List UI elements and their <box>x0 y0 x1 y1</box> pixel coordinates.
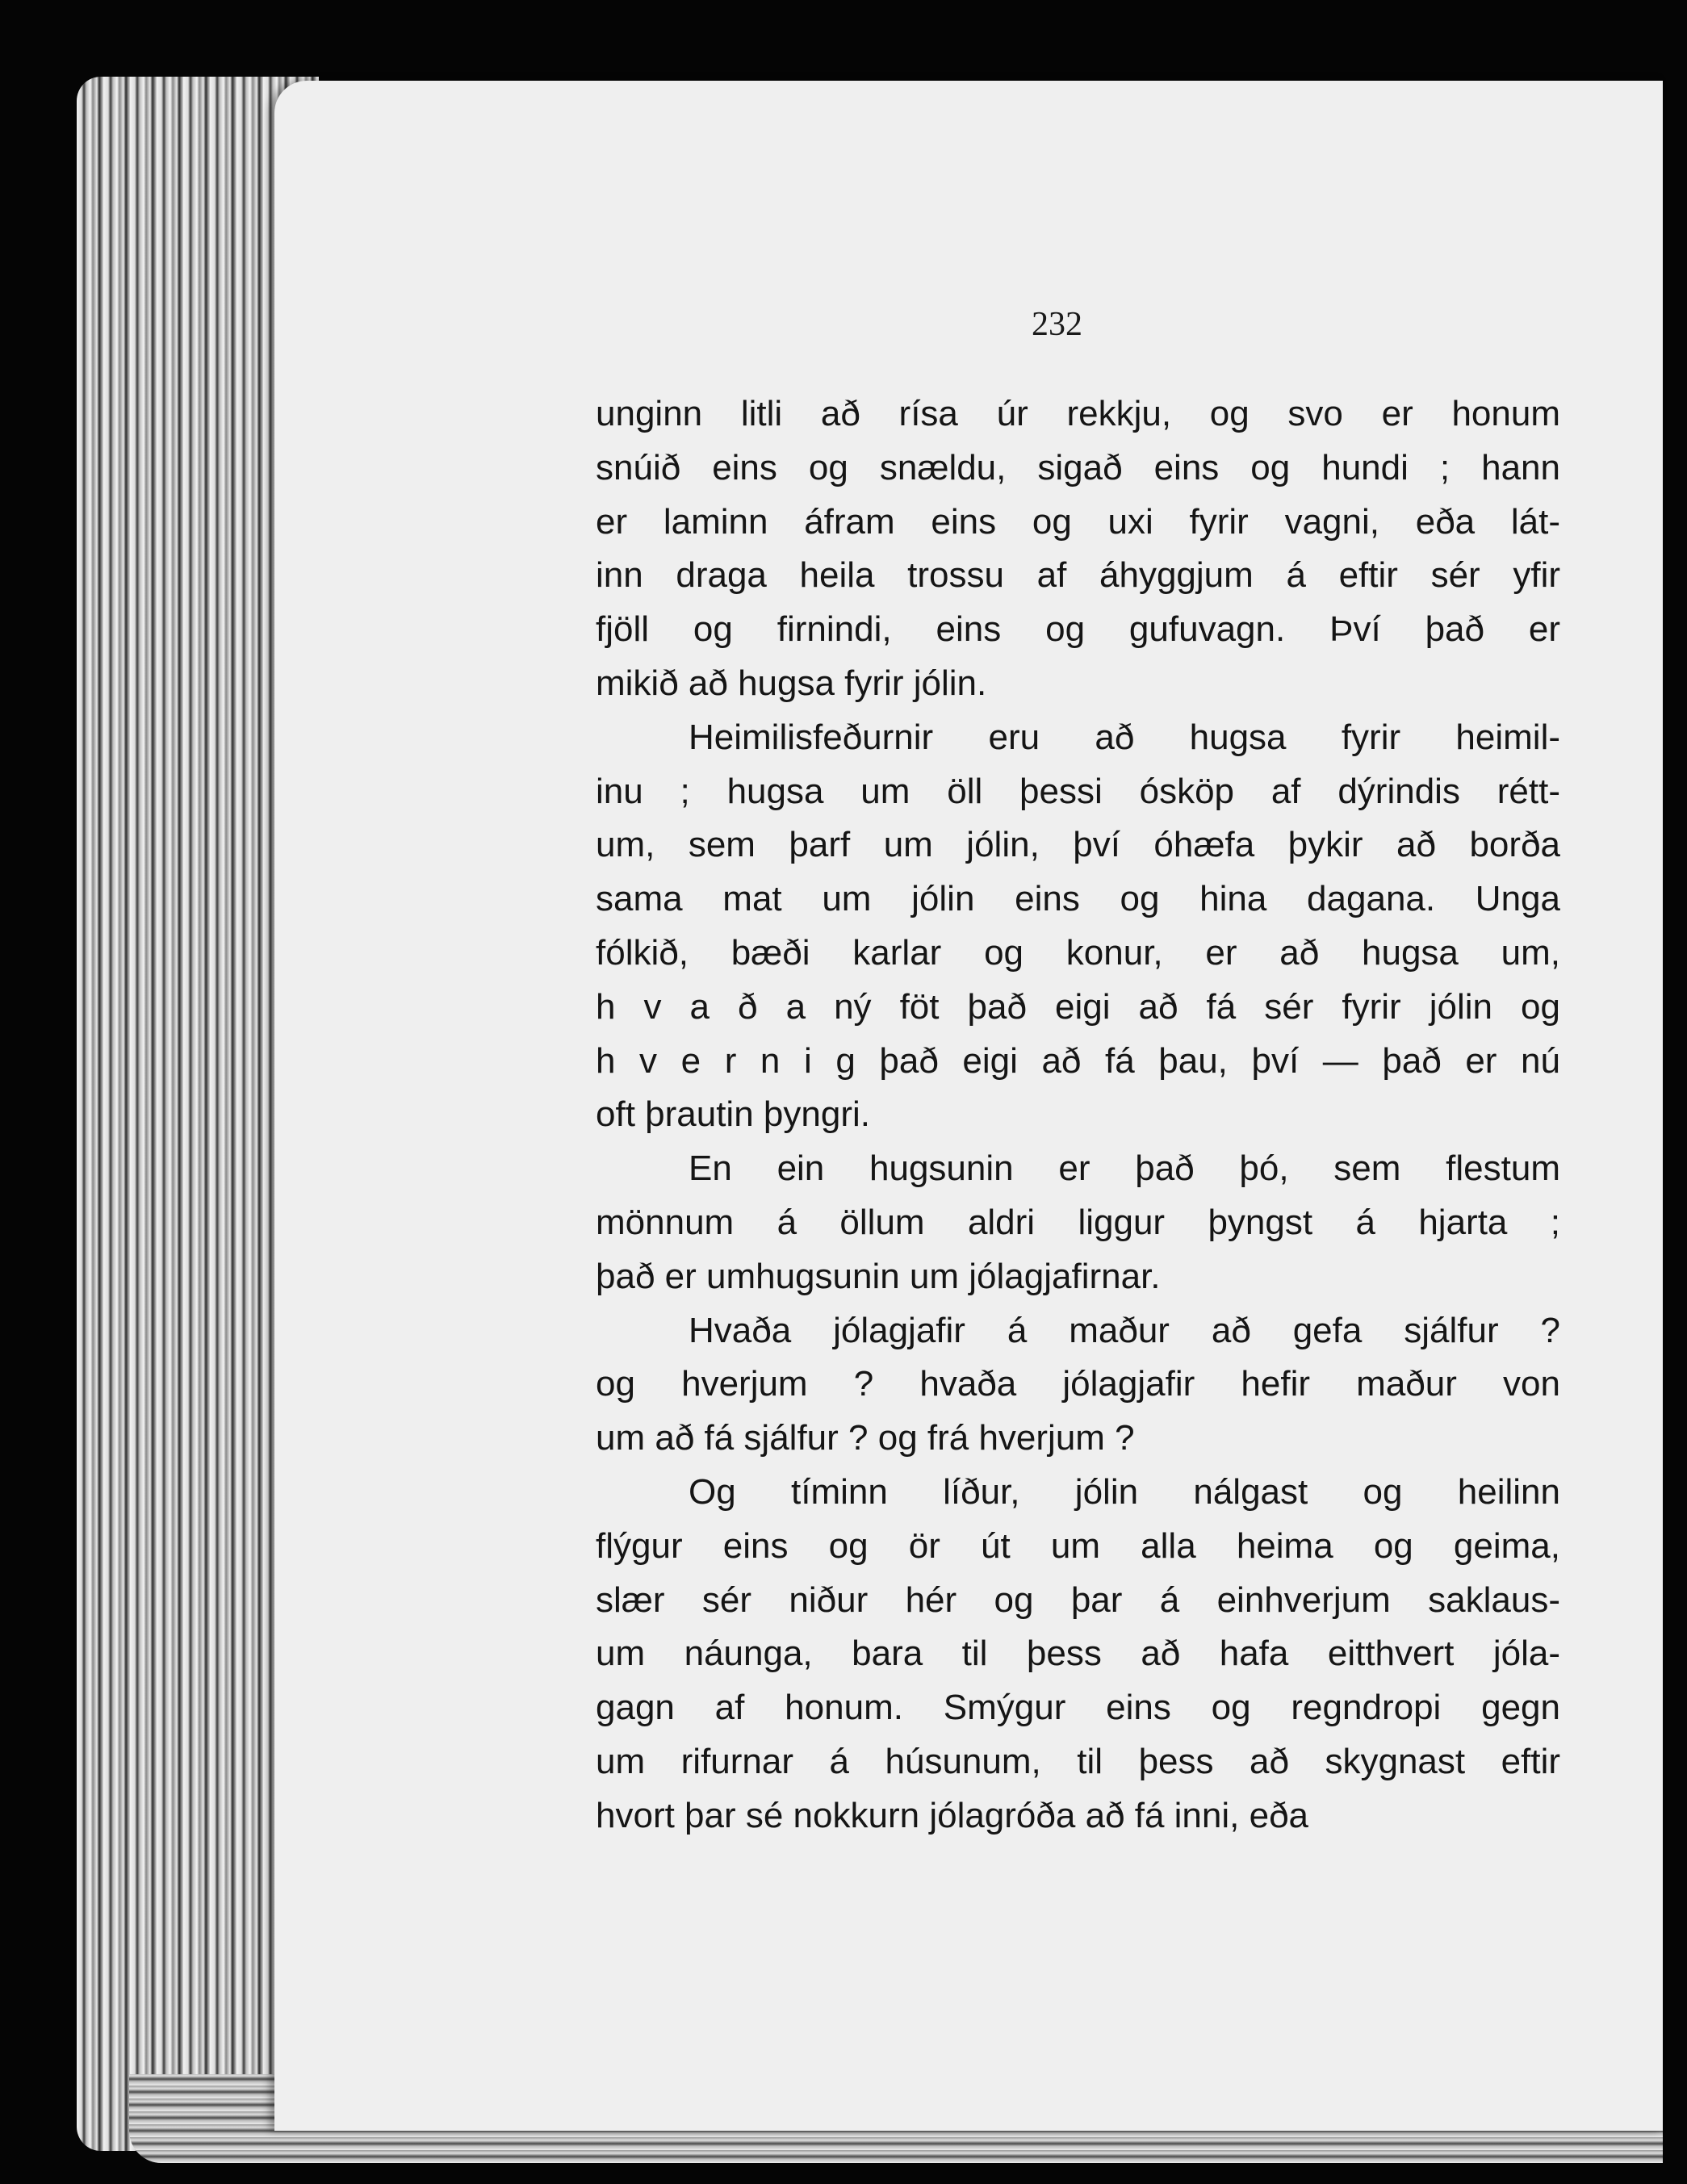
text-line: Hvaða jólagjafir á maður að gefa sjálfur ? <box>689 1310 1560 1350</box>
text-line: um rifurnar á húsunum, til þess að skygnast eftir <box>596 1741 1560 1781</box>
text-line: h v e r n i g það eigi að fá þau, því — það er nú <box>596 1040 1560 1081</box>
paragraph <box>596 1142 1560 1303</box>
text-line: inu ; hugsa um öll þessi ósköp af dýrindis rétt- <box>596 771 1560 811</box>
text-line: oft þrautin þyngri. <box>596 1094 870 1135</box>
text-line: það er umhugsunin um jólagjafirnar. <box>596 1256 1161 1296</box>
text-line: hvort þar sé nokkurn jólagróða að fá inni, eða <box>596 1795 1309 1835</box>
text-line: snúið eins og snældu, sigað eins og hundi ; hann <box>596 447 1560 487</box>
text-line: mönnum á öllum aldri liggur þyngst á hjarta ; <box>596 1202 1560 1242</box>
text-line: inn draga heila trossu af áhyggjum á eftir sér yfir <box>596 555 1560 596</box>
text-line: En ein hugsunin er það þó, sem flestum <box>689 1148 1560 1189</box>
text-line: og hverjum ? hvaða jólagjafir hefir maður von <box>596 1364 1560 1404</box>
text-line: mikið að hugsa fyrir jólin. <box>596 663 987 703</box>
text-line: er laminn áfram eins og uxi fyrir vagni, eða lát- <box>596 501 1560 542</box>
page-number: 232 <box>1032 306 1082 343</box>
text-line: slær sér niður hér og þar á einhverjum saklaus- <box>596 1579 1560 1620</box>
text-line: um að fá sjálfur ? og frá hverjum ? <box>596 1418 1135 1458</box>
text-line: um, sem þarf um jólin, því óhæfa þykir að borða <box>596 825 1560 865</box>
text-line: fólkið, bæði karlar og konur, er að hugsa um, <box>596 932 1560 973</box>
text-line: um náunga, bara til þess að hafa eitthvert jóla- <box>596 1634 1560 1674</box>
text-line: flýgur eins og ör út um alla heima og geima, <box>596 1525 1560 1566</box>
paragraph <box>596 711 1560 1142</box>
text-line: Og tíminn líður, jólin nálgast og heilinn <box>689 1471 1560 1512</box>
paragraph <box>596 1466 1560 1843</box>
body-text <box>596 387 1560 1843</box>
text-line: gagn af honum. Smýgur eins og regndropi gegn <box>596 1688 1560 1728</box>
text-line: unginn litli að rísa úr rekkju, og svo er honum <box>596 394 1560 433</box>
text-line: fjöll og firnindi, eins og gufuvagn. Því það er <box>596 609 1560 650</box>
text-line: Heimilisfeðurnir eru að hugsa fyrir heimil- <box>689 717 1560 757</box>
paragraph <box>596 1304 1560 1466</box>
text-line: h v a ð a ný föt það eigi að fá sér fyrir jólin og <box>596 986 1560 1027</box>
text-line: sama mat um jólin eins og hina dagana. Unga <box>596 879 1560 919</box>
paragraph <box>596 387 1560 711</box>
